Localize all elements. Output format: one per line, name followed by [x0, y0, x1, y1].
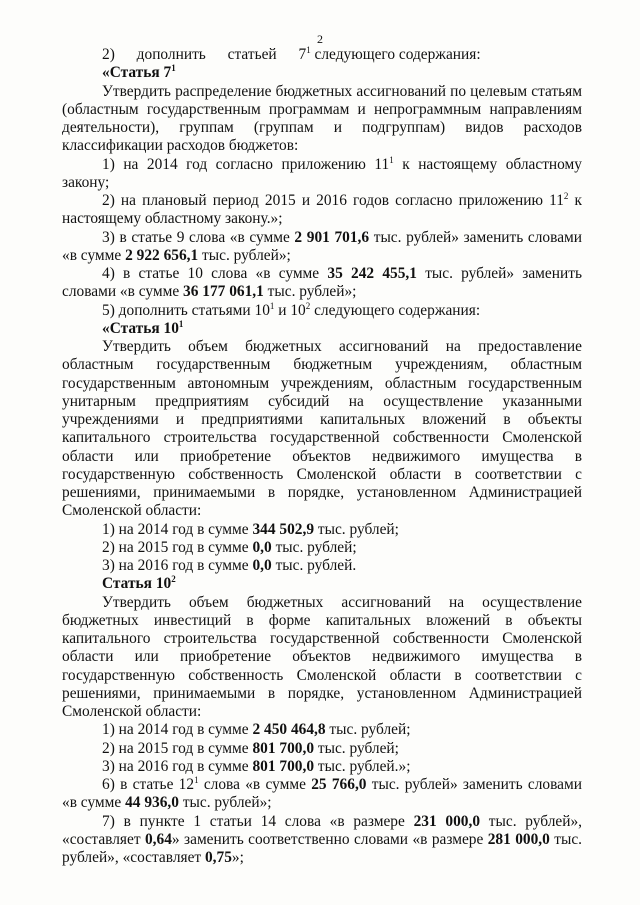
article-10-2-heading-text: Статья 10 [102, 575, 172, 593]
article-10-2-item-3 [62, 758, 582, 776]
article-10-2-heading [102, 575, 582, 593]
item-2-text: 2) дополнить статьей 7 [102, 46, 307, 63]
article-10-2-item-2-sum: 801 700,0 [252, 739, 315, 757]
article-10-1-item-2 [62, 539, 582, 557]
article-10-2-item-2-a: 2) на 2015 год в сумме [102, 739, 253, 757]
item-3-c: тыс. рублей» заменить словами «в сумме [62, 228, 582, 264]
item-4-c: тыс. рублей» заменить словами «в сумме [62, 265, 582, 301]
document-body [62, 46, 582, 867]
item-5-sup2: 2 [305, 300, 311, 311]
item-4-old-sum: 35 242 455,1 [327, 265, 417, 282]
item-6-new-sum: 44 936,0 [125, 794, 179, 812]
item-6-b: слова «в сумме [198, 776, 312, 793]
article-10-1-item-3-c: тыс. рублей. [271, 557, 357, 574]
article-10-1-item-1-a: 1) на 2014 год в сумме [102, 520, 253, 538]
item-6-old-sum: 25 766,0 [311, 776, 367, 793]
item-2-paragraph [62, 46, 582, 64]
item-6-paragraph [62, 776, 582, 813]
article-10-1-heading-sup: 1 [178, 318, 184, 329]
article-10-2-item-3-sum: 801 700,0 [252, 757, 315, 775]
article-7-1-item-2-sup: 2 [563, 190, 569, 201]
article-10-1-item-3-sum: 0,0 [252, 557, 272, 574]
item-7-paragraph [62, 813, 582, 868]
item-5-sup1: 1 [269, 300, 275, 311]
article-7-1-heading-text: «Статья 7 [102, 64, 172, 82]
article-10-2-item-2 [62, 740, 582, 758]
item-7-i: »; [231, 849, 244, 866]
article-10-2-item-1-c: тыс. рублей; [325, 721, 411, 739]
article-10-1-item-1 [62, 521, 582, 539]
item-3-paragraph [62, 229, 582, 266]
item-7-new-sum: 281 000,0 [487, 830, 550, 848]
article-10-1-item-1-sum: 344 502,9 [252, 520, 315, 538]
item-4-paragraph [62, 265, 582, 302]
item-7-g: тыс. рублей», «составляет [62, 830, 583, 866]
item-7-old-sum: 231 000,0 [413, 812, 481, 830]
item-4-e: тыс. рублей»; [263, 283, 357, 301]
item-7-old-share: 0,64 [144, 830, 172, 848]
article-10-2-heading-sup: 2 [171, 574, 176, 585]
item-5-a: 5) дополнить статьями 10 [102, 301, 270, 319]
article-10-2-item-2-c: тыс. рублей; [314, 739, 399, 757]
article-7-1-item-1 [62, 156, 582, 193]
article-7-1-item-1-sup: 1 [389, 154, 394, 165]
article-10-1-item-2-sum: 0,0 [252, 538, 272, 556]
item-3-a: 3) в статье 9 слова «в сумме [102, 228, 295, 246]
item-4-new-sum: 36 177 061,1 [183, 283, 264, 301]
item-3-new-sum: 2 922 656,1 [125, 246, 199, 264]
item-2-sup: 1 [306, 44, 311, 55]
article-7-1-item-2-suffix: к настоящему областному закону.»; [62, 192, 582, 228]
article-10-1-item-2-c: тыс. рублей; [271, 538, 357, 556]
article-10-1-body: Утвердить объем бюджетных ассигнований на предоставление областным государственным бюджетным учреждениям, областным государственным автономным учреждениям, областным государственным унитарным предприятиям субсидий на осуществление указанными учреждениями и предприятиями капитальных вложений в объекты капитального строительства государственной собственности Смоленской области или приобретение объектов недвижимого имущества в государственную собственность Смоленской области в соответствии с решениями, принимаемыми в порядке, установленном Администрацией Смоленской области: [62, 338, 582, 520]
item-7-new-share: 0,75 [204, 849, 232, 866]
article-10-1-heading [102, 320, 582, 338]
article-10-2-item-1 [62, 721, 582, 739]
item-6-a: 6) в статье 12 [102, 776, 195, 793]
item-7-e: » заменить соответственно словами «в размере [171, 830, 488, 848]
article-7-1-item-2-text: 2) на плановый период 2015 и 2016 годов согласно приложению 11 [102, 192, 564, 209]
item-5-c: следующего содержания: [310, 301, 481, 319]
article-7-1-heading [102, 64, 582, 82]
article-10-1-item-1-c: тыс. рублей; [314, 520, 399, 538]
article-10-1-item-3-a: 3) на 2016 год в сумме [102, 557, 253, 574]
item-4-a: 4) в статье 10 слова «в сумме [102, 265, 328, 282]
item-3-e: тыс. рублей»; [198, 246, 291, 264]
article-10-2-item-1-a: 1) на 2014 год в сумме [102, 721, 253, 739]
item-2-suffix: следующего содержания: [310, 46, 481, 63]
item-3-old-sum: 2 901 701,6 [294, 228, 370, 246]
article-10-1-item-3 [62, 557, 582, 575]
article-10-1-item-2-a: 2) на 2015 год в сумме [102, 538, 253, 556]
item-5-b: и 10 [274, 301, 306, 319]
article-10-2-item-1-sum: 2 450 464,8 [252, 721, 326, 739]
page-number: 2 [317, 32, 323, 46]
article-10-2-item-3-a: 3) на 2016 год в сумме [102, 757, 253, 775]
item-7-c: тыс. рублей», «составляет [62, 812, 583, 848]
item-6-d: тыс. рублей» заменить словами «в сумме [62, 776, 582, 812]
item-7-a: 7) в пункте 1 статьи 14 слова «в размере [102, 812, 414, 830]
article-7-1-heading-sup: 1 [171, 63, 176, 74]
article-10-1-heading-text: «Статья 10 [102, 319, 179, 337]
article-7-1-body: Утвердить распределение бюджетных ассигнований по целевым статьям (областным государственным программам и непрограммным направлениям деятельности), группам (группам и подгруппам) видов расходов классификации расходов бюджетов: [62, 82, 582, 155]
item-5-paragraph [62, 302, 582, 320]
article-10-2-body: Утвердить объем бюджетных ассигнований на осуществление бюджетных инвестиций в форме капитальных вложений в объекты капитального строительства государственной собственности Смоленской области или приобретение объектов недвижимого имущества в государственную собственность Смоленской области в соответствии с решениями, принимаемыми в порядке, установленном Администрацией Смоленской области: [62, 593, 582, 720]
article-7-1-item-1-text: 1) на 2014 год согласно приложению 11 [102, 155, 390, 173]
item-6-sup: 1 [194, 774, 199, 785]
item-6-f: тыс. рублей»; [178, 794, 272, 812]
article-7-1-item-1-suffix: к настоящему областному закону; [62, 155, 582, 191]
article-7-1-item-2 [62, 192, 582, 229]
article-10-2-item-3-c: тыс. рублей.»; [314, 757, 411, 775]
